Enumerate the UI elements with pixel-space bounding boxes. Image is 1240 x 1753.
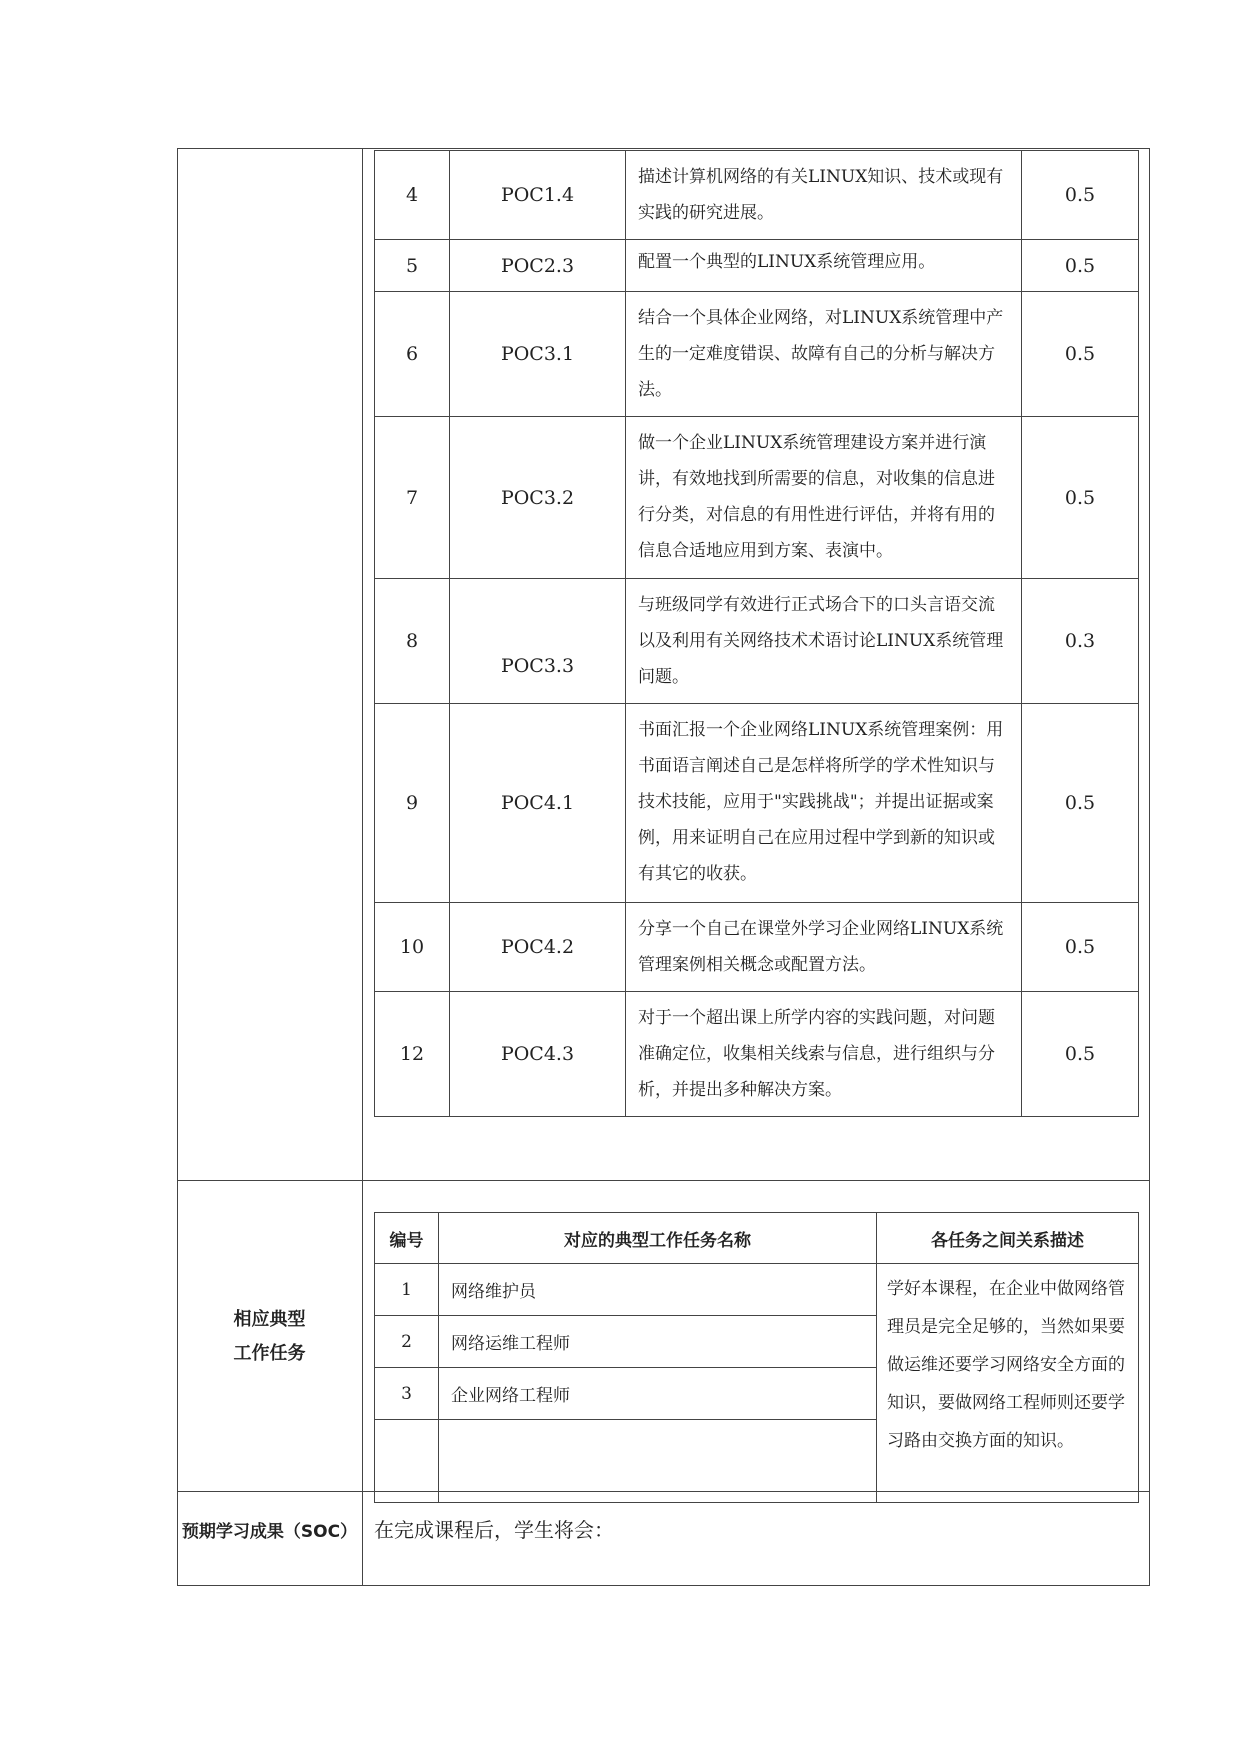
row-number: 12 bbox=[375, 992, 450, 1117]
poc-weight: 0.5 bbox=[1022, 417, 1139, 579]
section-divider-tasks bbox=[177, 1180, 1150, 1181]
poc-weight: 0.5 bbox=[1022, 240, 1139, 292]
poc-code: POC4.2 bbox=[450, 903, 626, 992]
poc-description: 配置一个典型的LINUX系统管理应用。 bbox=[626, 240, 1022, 292]
table-row bbox=[375, 704, 1139, 903]
poc-code: POC4.3 bbox=[450, 992, 626, 1117]
table-row bbox=[375, 240, 1139, 292]
tasks-table bbox=[374, 1212, 1139, 1503]
poc-table bbox=[374, 150, 1139, 1117]
poc-description: 结合一个具体企业网络，对LINUX系统管理中产生的一定难度错误、故障有自己的分析与解决方法。 bbox=[626, 292, 1022, 417]
poc-code: POC2.3 bbox=[450, 240, 626, 292]
header-relation: 各任务之间关系描述 bbox=[877, 1213, 1139, 1264]
header-num: 编号 bbox=[375, 1213, 439, 1264]
soc-text: 在完成课程后，学生将会： bbox=[374, 1518, 614, 1542]
row-number: 10 bbox=[375, 903, 450, 992]
row-number: 9 bbox=[375, 704, 450, 903]
poc-description: 分享一个自己在课堂外学习企业网络LINUX系统管理案例相关概念或配置方法。 bbox=[626, 903, 1022, 992]
row-number: 6 bbox=[375, 292, 450, 417]
poc-weight: 0.3 bbox=[1022, 579, 1139, 704]
poc-code: POC3.1 bbox=[450, 292, 626, 417]
poc-weight: 0.5 bbox=[1022, 903, 1139, 992]
relation-description: 学好本课程，在企业中做网络管理员是完全足够的，当然如果要做运维还要学习网络安全方面的知识，要做网络工程师则还要学习路由交换方面的知识。 bbox=[877, 1264, 1139, 1503]
task-number: 1 bbox=[375, 1264, 439, 1316]
poc-description: 描述计算机网络的有关LINUX知识、技术或现有实践的研究进展。 bbox=[626, 151, 1022, 240]
header-task-name: 对应的典型工作任务名称 bbox=[439, 1213, 877, 1264]
row-number: 4 bbox=[375, 151, 450, 240]
poc-code: POC4.1 bbox=[450, 704, 626, 903]
table-row bbox=[375, 417, 1139, 579]
table-row bbox=[375, 151, 1139, 240]
poc-weight: 0.5 bbox=[1022, 151, 1139, 240]
task-name: 企业网络工程师 bbox=[439, 1368, 877, 1420]
poc-weight: 0.5 bbox=[1022, 292, 1139, 417]
table-row bbox=[375, 992, 1139, 1117]
tasks-label-line2: 工作任务 bbox=[233, 1343, 306, 1364]
row-number: 7 bbox=[375, 417, 450, 579]
poc-description: 做一个企业LINUX系统管理建设方案并进行演讲，有效地找到所需要的信息，对收集的信息进行分类，对信息的有用性进行评估，并将有用的信息合适地应用到方案、表演中。 bbox=[626, 417, 1022, 579]
tasks-label bbox=[177, 1305, 362, 1365]
table-row bbox=[375, 903, 1139, 992]
task-number: 2 bbox=[375, 1316, 439, 1368]
table-header-row bbox=[375, 1213, 1139, 1264]
poc-description: 书面汇报一个企业网络LINUX系统管理案例：用书面语言阐述自己是怎样将所学的学术性知识与技术技能，应用于"实践挑战"；并提出证据或案例，用来证明自己在应用过程中学到新的知识或有其它的收获。 bbox=[626, 704, 1022, 903]
task-number: 3 bbox=[375, 1368, 439, 1420]
poc-weight: 0.5 bbox=[1022, 704, 1139, 903]
poc-code: POC3.3 bbox=[450, 579, 626, 704]
poc-description: 对于一个超出课上所学内容的实践问题，对问题准确定位，收集相关线索与信息，进行组织与分析，并提出多种解决方案。 bbox=[626, 992, 1022, 1117]
poc-code: POC1.4 bbox=[450, 151, 626, 240]
column-divider bbox=[362, 148, 363, 1586]
poc-code: POC3.2 bbox=[450, 417, 626, 579]
table-row bbox=[375, 292, 1139, 417]
poc-weight: 0.5 bbox=[1022, 992, 1139, 1117]
task-name: 网络维护员 bbox=[439, 1264, 877, 1316]
task-name bbox=[439, 1420, 877, 1503]
task-number bbox=[375, 1420, 439, 1503]
soc-label: 预期学习成果（SOC） bbox=[181, 1522, 358, 1542]
poc-description: 与班级同学有效进行正式场合下的口头言语交流以及利用有关网络技术术语讨论LINUX系统管理问题。 bbox=[626, 579, 1022, 704]
table-row bbox=[375, 1264, 1139, 1316]
task-name: 网络运维工程师 bbox=[439, 1316, 877, 1368]
row-number: 8 bbox=[375, 579, 450, 704]
tasks-label-line1: 相应典型 bbox=[233, 1309, 306, 1330]
row-number: 5 bbox=[375, 240, 450, 292]
table-row bbox=[375, 579, 1139, 704]
